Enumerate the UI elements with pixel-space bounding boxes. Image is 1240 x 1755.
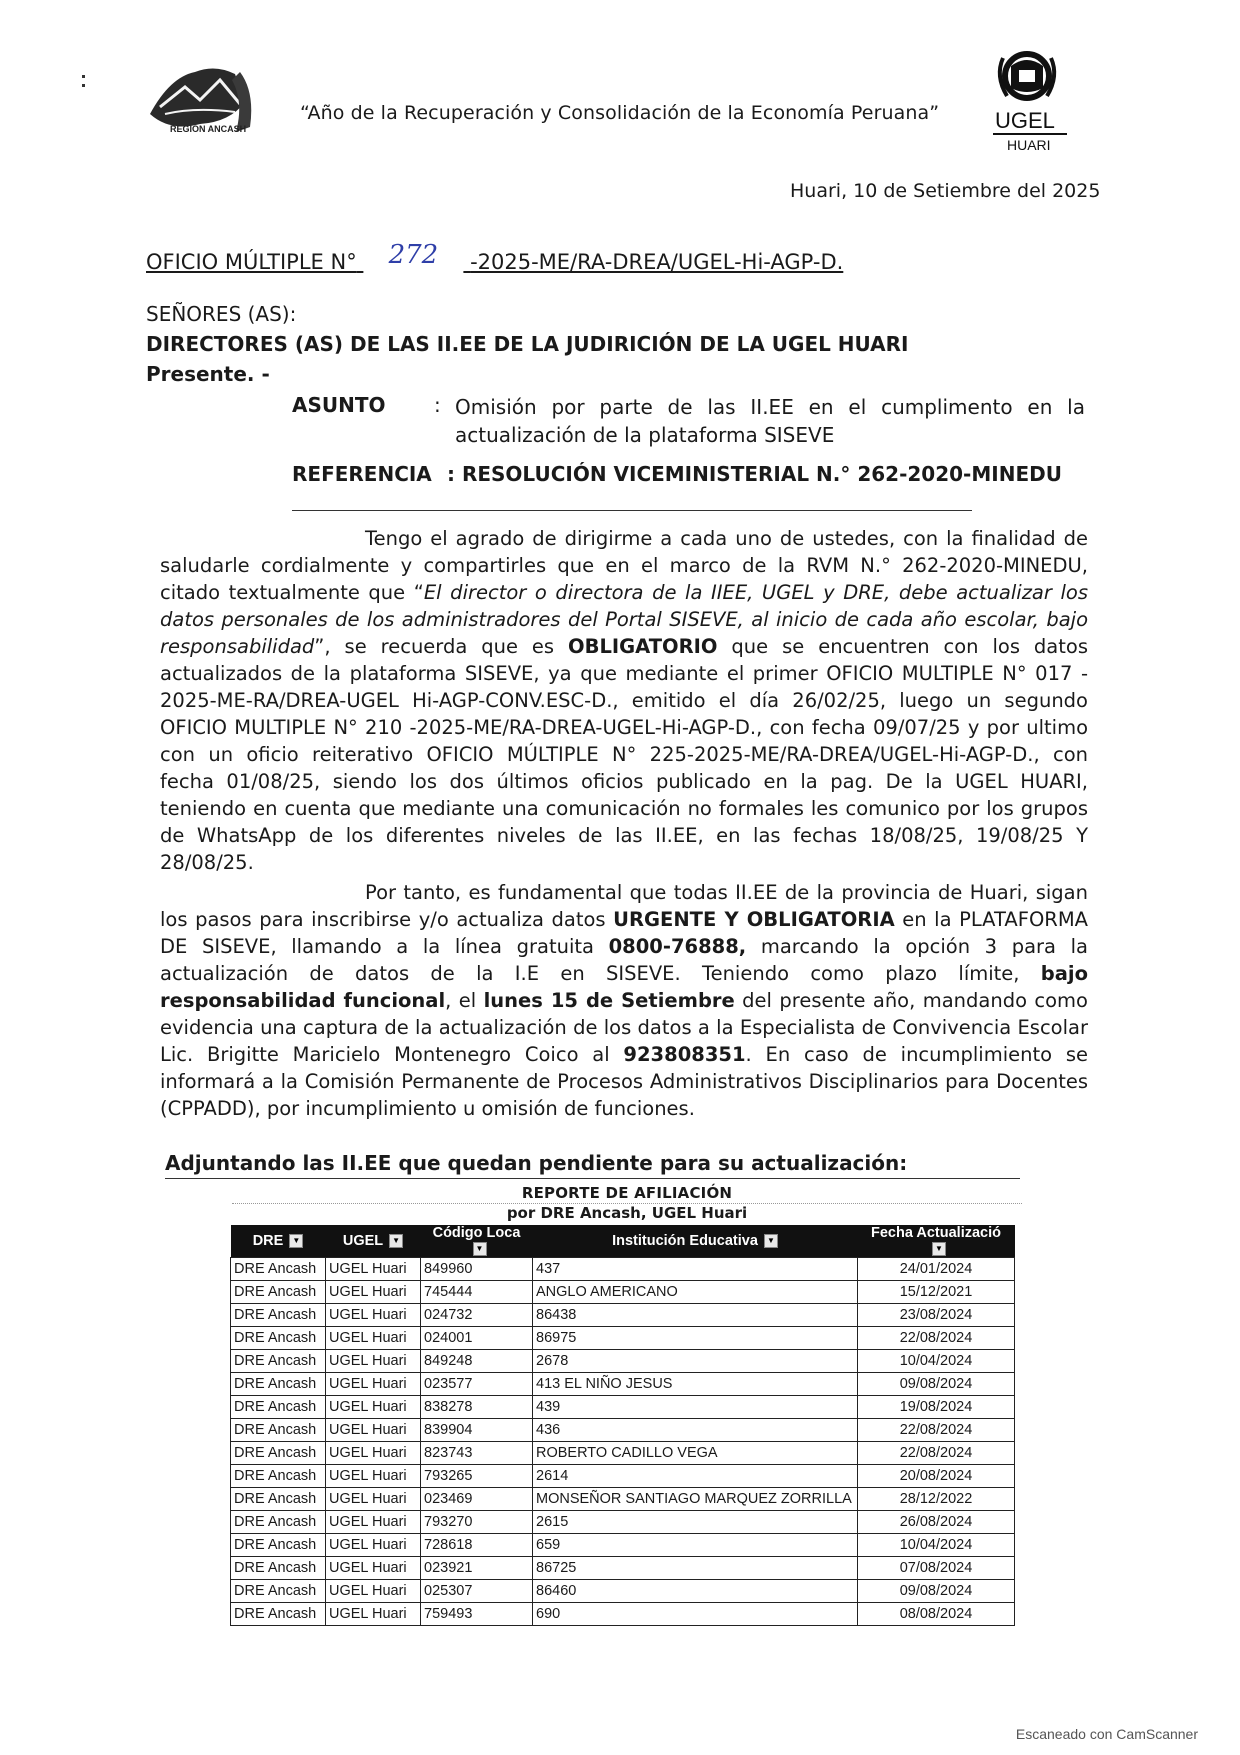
svg-text:REGION ANCASH: REGION ANCASH	[170, 124, 247, 134]
cell-codigo: 024732	[421, 1304, 533, 1327]
filter-dropdown-icon[interactable]: ▼	[473, 1242, 487, 1256]
cell-ugel: UGEL Huari	[326, 1396, 421, 1419]
salutation: SEÑORES (AS):	[146, 302, 297, 326]
report-subtitle: por DRE Ancash, UGEL Huari	[506, 1204, 748, 1222]
cell-dre: DRE Ancash	[231, 1327, 326, 1350]
divider	[165, 1178, 1020, 1179]
scanner-watermark: Escaneado con CamScanner	[1015, 1726, 1198, 1742]
column-header-institucion[interactable]: Institución Educativa ▼	[533, 1225, 858, 1258]
column-header-dre[interactable]: DRE ▼	[231, 1225, 326, 1258]
cell-dre: DRE Ancash	[231, 1419, 326, 1442]
filter-dropdown-icon[interactable]: ▼	[932, 1242, 946, 1256]
table-row	[231, 1419, 1015, 1442]
cell-ugel: UGEL Huari	[326, 1465, 421, 1488]
cell-fecha: 22/08/2024	[858, 1419, 1015, 1442]
table-row	[231, 1557, 1015, 1580]
filter-dropdown-icon[interactable]: ▼	[289, 1234, 303, 1248]
scan-speck	[82, 75, 85, 78]
cell-ugel: UGEL Huari	[326, 1419, 421, 1442]
table-row	[231, 1258, 1015, 1281]
cell-fecha: 19/08/2024	[858, 1396, 1015, 1419]
cell-codigo: 023469	[421, 1488, 533, 1511]
cell-codigo: 023577	[421, 1373, 533, 1396]
table-row	[231, 1580, 1015, 1603]
cell-institucion: 2678	[533, 1350, 858, 1373]
cell-codigo: 793270	[421, 1511, 533, 1534]
cell-institucion: 690	[533, 1603, 858, 1626]
table-row	[231, 1488, 1015, 1511]
table-row	[231, 1465, 1015, 1488]
cell-institucion: 86725	[533, 1557, 858, 1580]
cell-institucion: 659	[533, 1534, 858, 1557]
asunto-label: ASUNTO	[292, 393, 386, 417]
table-row	[231, 1281, 1015, 1304]
document-date: Huari, 10 de Setiembre del 2025	[790, 180, 1101, 202]
filter-dropdown-icon[interactable]: ▼	[764, 1234, 778, 1248]
cell-ugel: UGEL Huari	[326, 1442, 421, 1465]
presente-line: Presente. -	[146, 362, 270, 386]
divider	[292, 510, 972, 511]
report-table	[230, 1225, 1015, 1626]
cell-codigo: 745444	[421, 1281, 533, 1304]
oficio-prefix: OFICIO MÚLTIPLE N°	[146, 250, 357, 274]
cell-fecha: 20/08/2024	[858, 1465, 1015, 1488]
cell-institucion: 86975	[533, 1327, 858, 1350]
cell-dre: DRE Ancash	[231, 1373, 326, 1396]
asunto-colon: :	[434, 393, 441, 417]
cell-fecha: 10/04/2024	[858, 1350, 1015, 1373]
cell-dre: DRE Ancash	[231, 1350, 326, 1373]
cell-dre: DRE Ancash	[231, 1488, 326, 1511]
oficio-suffix: -2025-ME/RA-DREA/UGEL-Hi-AGP-D.	[470, 250, 844, 274]
cell-ugel: UGEL Huari	[326, 1511, 421, 1534]
cell-fecha: 26/08/2024	[858, 1511, 1015, 1534]
cell-fecha: 07/08/2024	[858, 1557, 1015, 1580]
cell-institucion: 437	[533, 1258, 858, 1281]
cell-fecha: 09/08/2024	[858, 1373, 1015, 1396]
cell-institucion: 436	[533, 1419, 858, 1442]
svg-text:HUARI: HUARI	[1007, 137, 1051, 153]
table-row	[231, 1534, 1015, 1557]
cell-dre: DRE Ancash	[231, 1304, 326, 1327]
recipients-line: DIRECTORES (AS) DE LAS II.EE DE LA JUDIRICIÓN DE LA UGEL HUARI	[146, 332, 909, 356]
cell-codigo: 849960	[421, 1258, 533, 1281]
cell-institucion: 413 EL NIÑO JESUS	[533, 1373, 858, 1396]
cell-ugel: UGEL Huari	[326, 1580, 421, 1603]
cell-institucion: 86460	[533, 1580, 858, 1603]
oficio-number: 272	[388, 240, 439, 270]
body-paragraph-1: Tengo el agrado de dirigirme a cada uno de ustedes, con la finalidad de saludarle cordialmente y compartirles que en el marco de la RVM N.° 262-2020-MINEDU, citado textualmente que “El director o directora de la IIEE, UGEL y DRE, debe actualizar los datos personales de los administradores del Portal SISEVE, al inicio de cada año escolar, bajo responsabilidad”, se recuerda que es OBLIGATORIO que se encuentren con los datos actualizados de la plataforma SISEVE, ya que mediante el primer OFICIO MULTIPLE N° 017 - 2025-ME-RA/DREA-UGEL Hi-AGP-CONV.ESC-D., emitido el día 26/02/25, luego un segundo OFICIO MULTIPLE N° 210 -2025-ME/RA-DREA-UGEL-Hi-AGP-D., con fecha 09/07/25 y por ultimo con un oficio reiterativo OFICIO MÚLTIPLE N° 225-2025-ME/RA-DREA/UGEL-Hi-AGP-D., con fecha 01/08/25, siendo los dos últimos oficios publicado en la pag. De la UGEL HUARI, teniendo en cuenta que mediante una comunicación no formales les comunico por los grupos de WhatsApp de los diferentes niveles de las II.EE, en las fechas 18/08/25, 19/08/25 Y 28/08/25.	[160, 527, 1088, 874]
cell-ugel: UGEL Huari	[326, 1603, 421, 1626]
asunto-text: Omisión por parte de las II.EE en el cumplimento en la actualización de la plataforma SISEVE	[455, 395, 1085, 447]
column-header-fecha[interactable]: Fecha Actualizació▼	[858, 1225, 1015, 1258]
cell-dre: DRE Ancash	[231, 1557, 326, 1580]
scan-speck	[82, 84, 85, 87]
cell-institucion: 2614	[533, 1465, 858, 1488]
table-row	[231, 1442, 1015, 1465]
cell-ugel: UGEL Huari	[326, 1258, 421, 1281]
cell-codigo: 839904	[421, 1419, 533, 1442]
cell-institucion: ROBERTO CADILLO VEGA	[533, 1442, 858, 1465]
referencia-text: : RESOLUCIÓN VICEMINISTERIAL N.° 262-2020-MINEDU	[447, 462, 1062, 486]
cell-dre: DRE Ancash	[231, 1258, 326, 1281]
cell-dre: DRE Ancash	[231, 1603, 326, 1626]
cell-codigo: 728618	[421, 1534, 533, 1557]
attachment-intro: Adjuntando las II.EE que quedan pendiente para su actualización:	[165, 1151, 908, 1175]
cell-fecha: 28/12/2022	[858, 1488, 1015, 1511]
table-row	[231, 1603, 1015, 1626]
cell-codigo: 838278	[421, 1396, 533, 1419]
cell-dre: DRE Ancash	[231, 1281, 326, 1304]
cell-dre: DRE Ancash	[231, 1442, 326, 1465]
ugel-huari-logo	[975, 48, 1085, 158]
referencia-label: REFERENCIA	[292, 462, 432, 486]
cell-fecha: 10/04/2024	[858, 1534, 1015, 1557]
cell-fecha: 08/08/2024	[858, 1603, 1015, 1626]
cell-fecha: 24/01/2024	[858, 1258, 1015, 1281]
cell-ugel: UGEL Huari	[326, 1327, 421, 1350]
cell-dre: DRE Ancash	[231, 1396, 326, 1419]
region-ancash-logo	[140, 52, 270, 152]
cell-codigo: 024001	[421, 1327, 533, 1350]
column-header-codigo[interactable]: Código Loca▼	[421, 1225, 533, 1258]
cell-codigo: 849248	[421, 1350, 533, 1373]
cell-institucion: ANGLO AMERICANO	[533, 1281, 858, 1304]
cell-codigo: 025307	[421, 1580, 533, 1603]
cell-ugel: UGEL Huari	[326, 1304, 421, 1327]
year-motto: “Año de la Recuperación y Consolidación de la Economía Peruana”	[300, 102, 940, 124]
cell-codigo: 793265	[421, 1465, 533, 1488]
table-row	[231, 1350, 1015, 1373]
cell-institucion: 86438	[533, 1304, 858, 1327]
cell-institucion: 439	[533, 1396, 858, 1419]
cell-codigo: 823743	[421, 1442, 533, 1465]
cell-fecha: 23/08/2024	[858, 1304, 1015, 1327]
column-header-ugel[interactable]: UGEL ▼	[326, 1225, 421, 1258]
cell-ugel: UGEL Huari	[326, 1350, 421, 1373]
cell-fecha: 22/08/2024	[858, 1327, 1015, 1350]
table-row	[231, 1327, 1015, 1350]
cell-ugel: UGEL Huari	[326, 1373, 421, 1396]
table-header-row	[231, 1225, 1015, 1258]
cell-codigo: 759493	[421, 1603, 533, 1626]
body-paragraph-2: Por tanto, es fundamental que todas II.EE de la provincia de Huari, sigan los pasos para inscribirse y/o actualiza datos URGENTE Y OBLIGATORIA en la PLATAFORMA DE SISEVE, llamando a la línea gratuita 0800-76888, marcando la opción 3 para la actualización de datos de la I.E en SISEVE. Teniendo como plazo límite, bajo responsabilidad funcional, el lunes 15 de Setiembre del presente año, mandando como evidencia una captura de la actualización de los datos a la Especialista de Convivencia Escolar Lic. Brigitte Maricielo Montenegro Coico al 923808351. En caso de incumplimiento se informará a la Comisión Permanente de Procesos Administrativos Disciplinarios para Docentes (CPPADD), por incumplimiento u omisión de funciones.	[160, 881, 1089, 1120]
table-row	[231, 1373, 1015, 1396]
oficio-title	[146, 240, 844, 276]
table-row	[231, 1304, 1015, 1327]
cell-ugel: UGEL Huari	[326, 1534, 421, 1557]
cell-dre: DRE Ancash	[231, 1534, 326, 1557]
cell-dre: DRE Ancash	[231, 1511, 326, 1534]
svg-text:UGEL: UGEL	[995, 108, 1055, 133]
cell-fecha: 22/08/2024	[858, 1442, 1015, 1465]
cell-ugel: UGEL Huari	[326, 1281, 421, 1304]
report-title: REPORTE DE AFILIACIÓN	[521, 1184, 733, 1202]
filter-dropdown-icon[interactable]: ▼	[389, 1234, 403, 1248]
cell-institucion: MONSEÑOR SANTIAGO MARQUEZ ZORRILLA	[533, 1488, 858, 1511]
table-row	[231, 1396, 1015, 1419]
cell-dre: DRE Ancash	[231, 1580, 326, 1603]
cell-ugel: UGEL Huari	[326, 1488, 421, 1511]
cell-ugel: UGEL Huari	[326, 1557, 421, 1580]
cell-fecha: 15/12/2021	[858, 1281, 1015, 1304]
cell-institucion: 2615	[533, 1511, 858, 1534]
cell-dre: DRE Ancash	[231, 1465, 326, 1488]
cell-fecha: 09/08/2024	[858, 1580, 1015, 1603]
table-row	[231, 1511, 1015, 1534]
cell-codigo: 023921	[421, 1557, 533, 1580]
